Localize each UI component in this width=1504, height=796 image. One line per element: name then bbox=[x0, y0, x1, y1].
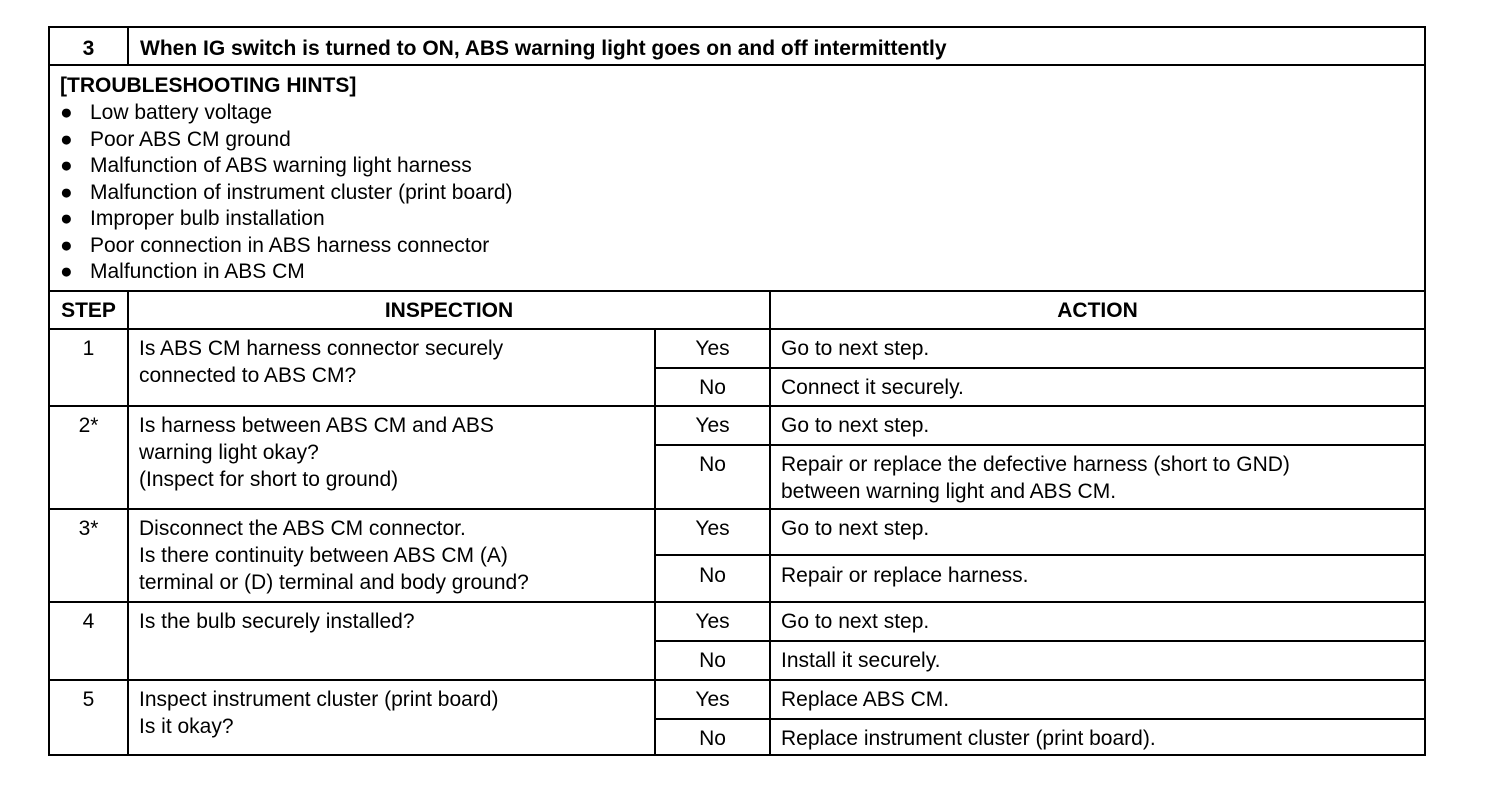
yes-action: Replace ABS CM. bbox=[781, 688, 950, 711]
inspection-line: warning light okay? bbox=[139, 441, 319, 464]
inspection-line: Disconnect the ABS CM connector. bbox=[139, 517, 466, 540]
hint-item: ● Poor connection in ABS harness connector bbox=[60, 233, 490, 257]
step-row-2 bbox=[50, 407, 1424, 509]
hint-item: ● Malfunction of ABS warning light harness bbox=[60, 154, 472, 177]
no-action: Repair or replace harness. bbox=[781, 564, 1029, 587]
no-label: No bbox=[699, 649, 726, 672]
step-number: 5 bbox=[82, 688, 95, 711]
hint-item: ● Poor ABS CM ground bbox=[60, 127, 291, 151]
no-label: No bbox=[699, 376, 726, 399]
yes-label: Yes bbox=[695, 610, 730, 633]
inspection-line: terminal or (D) terminal and body ground? bbox=[139, 571, 529, 594]
answer-rule bbox=[654, 640, 1424, 642]
hint-item: ● Low battery voltage bbox=[60, 101, 273, 124]
yes-label: Yes bbox=[695, 414, 730, 437]
header-divider bbox=[127, 28, 129, 65]
yes-label: Yes bbox=[695, 688, 730, 711]
step-number: 3* bbox=[78, 517, 99, 540]
inspection-line: connected to ABS CM? bbox=[139, 364, 357, 387]
answer-rule bbox=[654, 367, 1424, 369]
procedure-title: When IG switch is turned to ON, ABS warning light goes on and off intermittently bbox=[140, 37, 947, 60]
yes-action: Go to next step. bbox=[781, 610, 930, 633]
no-label: No bbox=[699, 453, 726, 476]
no-action: Repair or replace the defective harness (short to GND) bbox=[781, 453, 1290, 476]
step-number: 1 bbox=[82, 337, 95, 360]
yes-label: Yes bbox=[695, 517, 730, 540]
yes-action: Go to next step. bbox=[781, 337, 930, 360]
hint-item: ● Improper bulb installation bbox=[60, 207, 325, 230]
no-label: No bbox=[699, 564, 726, 587]
yes-action: Go to next step. bbox=[781, 414, 930, 437]
yes-label: Yes bbox=[695, 337, 730, 360]
hints-bottom-rule bbox=[50, 290, 1424, 292]
step-number: 2* bbox=[78, 414, 99, 437]
hints-heading: [TROUBLESHOOTING HINTS] bbox=[60, 74, 357, 97]
hint-item: ● Malfunction of instrument cluster (print board) bbox=[60, 180, 513, 204]
step-row-4 bbox=[50, 603, 1424, 679]
column-header-action: ACTION bbox=[1057, 299, 1138, 322]
inspection-line: Inspect instrument cluster (print board) bbox=[139, 688, 499, 711]
procedure-number: 3 bbox=[82, 37, 95, 60]
hint-item: ● Malfunction in ABS CM bbox=[60, 260, 305, 283]
yes-action: Go to next step. bbox=[781, 517, 930, 540]
inspection-line: Is there continuity between ABS CM (A) bbox=[139, 544, 508, 567]
header-bottom-rule bbox=[50, 64, 1424, 66]
answer-rule bbox=[654, 444, 1424, 446]
inspection-line: Is ABS CM harness connector securely bbox=[139, 337, 504, 360]
no-action: Connect it securely. bbox=[781, 376, 964, 399]
step-row-5 bbox=[50, 681, 1424, 756]
answer-rule bbox=[654, 554, 1424, 556]
step-row-1 bbox=[50, 330, 1424, 406]
step-number: 4 bbox=[82, 610, 95, 633]
no-label: No bbox=[699, 727, 726, 750]
step-row-3 bbox=[50, 510, 1424, 602]
column-header-inspection: INSPECTION bbox=[384, 299, 514, 322]
column-header-step: STEP bbox=[61, 299, 116, 322]
inspection-line: (Inspect for short to ground) bbox=[139, 468, 399, 491]
no-action: Replace instrument cluster (print board). bbox=[781, 727, 1156, 750]
no-action: Install it securely. bbox=[781, 649, 941, 672]
inspection-line: Is it okay? bbox=[139, 715, 234, 738]
no-action: between warning light and ABS CM. bbox=[781, 480, 1117, 503]
troubleshooting-table bbox=[48, 26, 1426, 756]
answer-rule bbox=[654, 718, 1424, 720]
inspection-line: Is the bulb securely installed? bbox=[139, 610, 415, 633]
inspection-line: Is harness between ABS CM and ABS bbox=[139, 414, 494, 437]
